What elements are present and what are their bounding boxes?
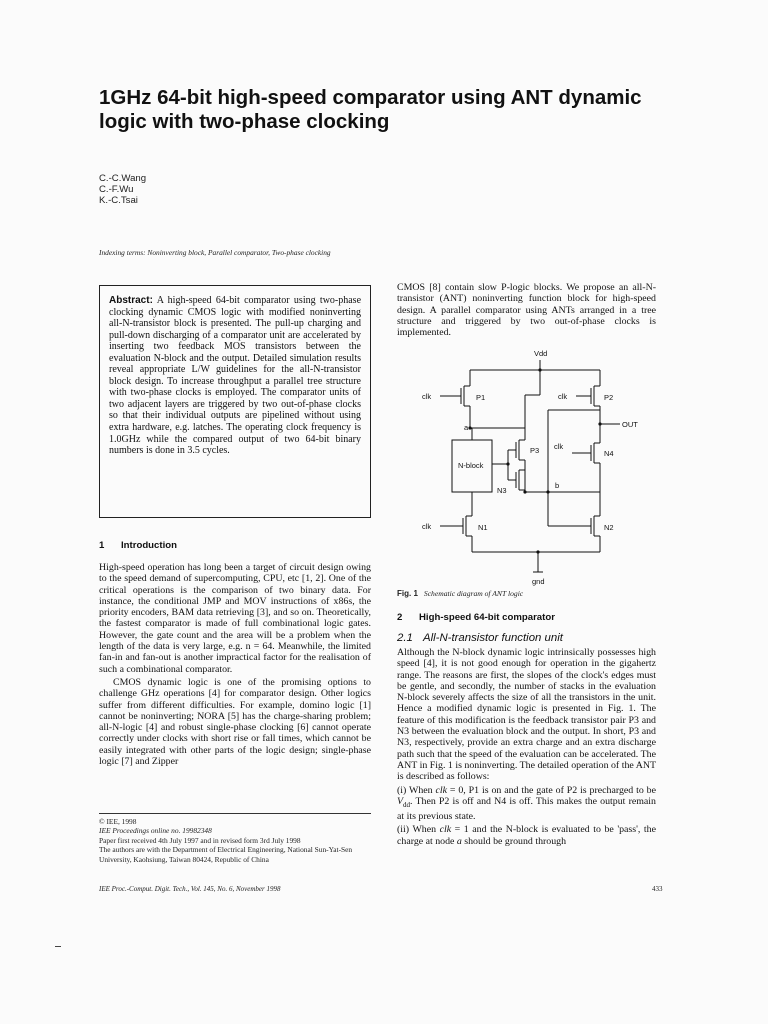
section-2-1-heading	[397, 632, 563, 644]
item-1-v: V	[397, 795, 404, 807]
figure-1-number: Fig. 1	[397, 589, 418, 598]
clk-label-n4: clk	[554, 442, 564, 451]
section-2-title: High-speed 64-bit comparator	[419, 612, 555, 623]
indexing-terms: Indexing terms: Noninverting block, Parallel comparator, Two-phase clocking	[99, 248, 331, 257]
author-2: C.-F.Wu	[99, 184, 134, 195]
footnote-proceedings: IEE Proceedings online no. 19982348	[99, 826, 212, 836]
nblock-label: N-block	[458, 461, 484, 470]
item-2-text: = 1 and the N-block is evaluated to be 'pass', the charge at node	[397, 824, 656, 847]
n4-label: N4	[604, 449, 614, 458]
footnote-copyright: © IEE, 1998	[99, 817, 137, 826]
clk-label-n1: clk	[422, 522, 432, 531]
footnote-divider	[99, 813, 371, 814]
p1-label: P1	[476, 393, 486, 402]
margin-mark	[55, 946, 61, 947]
author-3: K.-C.Tsai	[99, 195, 138, 206]
n1-label: N1	[478, 523, 488, 532]
ant-paragraph: Although the N-block dynamic logic intrinsically possesses high speed [4], it is not good enough for operation in the gigahertz range. The reasons are first, the slopes of the clock's edges must be gentle, and secondly, the number of stacks in the evaluation N-block severely affects the size of all the transistors in the unit. Hence a modified dynamic logic is presented in Fig. 1. The feature of this modification is the feedback transistor pair P3 and N3 between the evaluation block and the output. In short, P3 and N3, respectively, provide an extra charge and an extra discharge path such that the speed of the evaluation can be accelerated. The ANT in Fig. 1 is noninverting. The detailed operation of the ANT is described as follows:	[397, 647, 656, 783]
item-2-clk: clk	[439, 824, 452, 836]
n3-label: N3	[497, 486, 507, 495]
item-2-tail: should be ground through	[464, 835, 567, 847]
gnd-label: gnd	[532, 577, 545, 586]
node-b-label: b	[555, 481, 560, 490]
section-2-1-number: 2.1	[397, 632, 413, 644]
section-1-heading	[99, 540, 177, 551]
section-1-body	[99, 562, 371, 767]
figure-1-caption-text: Schematic diagram of ANT logic	[423, 589, 524, 598]
abstract-text: A high-speed 64-bit comparator using two-phase clocking dynamic CMOS logic with modified noninverting all-N-transistor block is presented. The pull-up charging and pull-down discharging of a comparator unit are accelerated by inserting two feedback MOS transistors between the evaluation N-block and the output. Detailed simulation results reveal appropriate L/W guidelines for the all-N-transistor block design. To increase throughput a parallel tree structure with two-phase clocks is employed. The comparator units of two adjacent layers are triggered by two out-of-phase clocks so that their individual outputs are pipelined without using extra hardware, e.g. latches. The operating clock frequency is 1.0GHz while the compared output of two 64-bit binary numbers is done in 3.5 cycles.	[109, 295, 362, 457]
section-1-number: 1	[99, 540, 105, 551]
intro-paragraph-2: CMOS dynamic logic is one of the promising options to challenge GHz operations [4] for comparator design. Other logics suffer from different difficulties. For example, domino logic [1] cannot be noninverting; NORA [5] has the charge-sharing problem; all-N-logic [4] and robust single-phase clocking [6] cannot operate correctly under clocks with short rise or fall times, which cannot be easily integrated with other parts of the logic design; single-phase logic [7] and Zipper	[99, 676, 371, 768]
page-number: 433	[652, 885, 663, 893]
vdd-label: Vdd	[534, 349, 548, 358]
item-1-tail: . Then P2 is off and N4 is off. This makes the output remain at its previous state.	[397, 795, 656, 823]
author-1: C.-C.Wang	[99, 173, 147, 184]
item-1-lead: (i) When	[397, 784, 433, 796]
out-label: OUT	[622, 420, 638, 429]
abstract-box	[99, 285, 371, 518]
figure-1-caption	[397, 589, 523, 598]
ant-logic-schematic	[400, 340, 660, 588]
item-2-lead: (ii) When	[397, 824, 437, 836]
item-1-text: = 0, P1 is on and the gate of P2 is precharged to be	[449, 784, 656, 796]
operation-item-1	[397, 785, 656, 823]
section-1-title: Introduction	[121, 540, 177, 551]
paper-title: 1GHz 64-bit high-speed comparator using ANT dynamic logic with two-phase clocking	[99, 86, 642, 133]
item-1-clk: clk	[435, 784, 448, 796]
p3-label: P3	[530, 446, 540, 455]
abstract-label: Abstract:	[109, 295, 153, 306]
node-a-label: a	[464, 423, 469, 432]
n2-label: N2	[604, 523, 614, 532]
clk-label-p1: clk	[422, 392, 432, 401]
section-2-heading	[397, 612, 555, 623]
item-1-dd: dd	[403, 800, 411, 809]
section-2-number: 2	[397, 612, 403, 623]
item-2-node: a	[456, 835, 462, 847]
intro-paragraph-1: High-speed operation has long been a target of circuit design owing to the speed demand of supercomputing, CPU, etc [1, 2]. One of the critical operations is the comparison of two binary data. For instance, the conditional JMP and MOV instructions of x86s, the priority encoders, BAM data retrieving [3], and so on. Theoretically, the fastest comparator is made of full combinational logic gates. However, the gate count and the area will be a problem when the length of the data is very large, e.g. n = 64. Meanwhile, the limited fan-in and fan-out is another impractical factor for the realisation of such a combinational comparator.	[99, 562, 371, 675]
section-2-1-title: All-N-transistor function unit	[423, 632, 563, 644]
p2-label: P2	[604, 393, 614, 402]
author-list	[99, 173, 146, 206]
section-2-1-body	[397, 647, 656, 847]
footnote-affiliation: The authors are with the Department of Electrical Engineering, National Sun-Yat-Sen University, Kaohsiung, Taiwan 80424, Republic of China	[99, 845, 353, 864]
intro-continued: CMOS [8] contain slow P-logic blocks. We propose an all-N-transistor (ANT) noninverting function block for high-speed design. A parallel comparator using ANTs arranged in a tree structure and triggered by two out-of-phase clocks is implemented.	[397, 282, 656, 339]
journal-footer: IEE Proc.-Comput. Digit. Tech., Vol. 145, No. 6, November 1998	[99, 885, 281, 893]
footnote-received: Paper first received 4th July 1997 and in revised form 3rd July 1998	[99, 835, 301, 845]
clk-label-p2: clk	[558, 392, 568, 401]
operation-item-2	[397, 824, 656, 847]
footnotes	[99, 817, 371, 864]
